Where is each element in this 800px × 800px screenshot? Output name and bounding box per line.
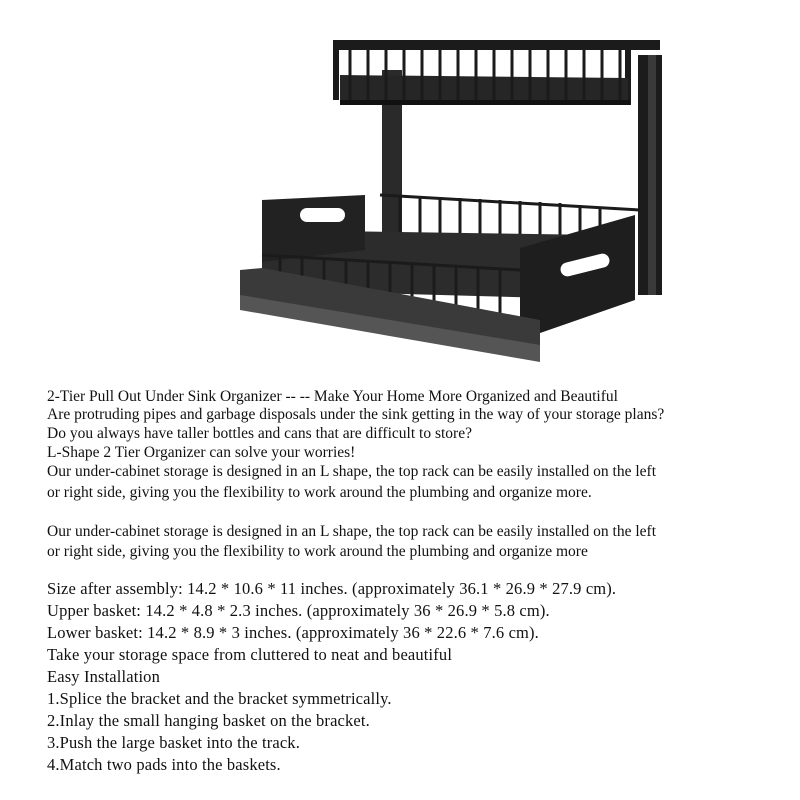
installation-step: 1.Splice the bracket and the bracket symmetrically. xyxy=(47,689,392,708)
spec-lower-basket: Lower basket: 14.2 * 8.9 * 3 inches. (approximately 36 * 22.6 * 7.6 cm). xyxy=(47,623,539,642)
intro-line: Our under-cabinet storage is designed in an L shape, the top rack can be easily installed on the left xyxy=(47,463,657,480)
intro-line: or right side, giving you the flexibility to work around the plumbing and organize more. xyxy=(47,484,592,501)
installation-step: 4.Match two pads into the baskets. xyxy=(47,755,281,774)
installation-step: 3.Push the large basket into the track. xyxy=(47,733,300,752)
installation-step: 2.Inlay the small hanging basket on the bracket. xyxy=(47,711,370,730)
spec-size: Size after assembly: 14.2 * 10.6 * 11 inches. (approximately 36.1 * 26.9 * 27.9 cm). xyxy=(47,579,617,598)
repeat-line: or right side, giving you the flexibility to work around the plumbing and organize more xyxy=(47,543,588,560)
product-image xyxy=(230,25,670,375)
intro-line: Do you always have taller bottles and cans that are difficult to store? xyxy=(47,425,472,442)
intro-line: L-Shape 2 Tier Organizer can solve your worries! xyxy=(47,444,356,461)
intro-line: Are protruding pipes and garbage disposals under the sink getting in the way of your storage plans? xyxy=(47,406,665,423)
spec-upper-basket: Upper basket: 14.2 * 4.8 * 2.3 inches. (approximately 36 * 26.9 * 5.8 cm). xyxy=(47,601,550,620)
repeat-line: Our under-cabinet storage is designed in an L shape, the top rack can be easily installed on the left xyxy=(47,523,657,540)
spec-tagline: Take your storage space from cluttered to neat and beautiful xyxy=(47,645,453,664)
installation-heading: Easy Installation xyxy=(47,667,160,686)
intro-headline: 2-Tier Pull Out Under Sink Organizer -- -- Make Your Home More Organized and Beautiful xyxy=(47,388,618,405)
